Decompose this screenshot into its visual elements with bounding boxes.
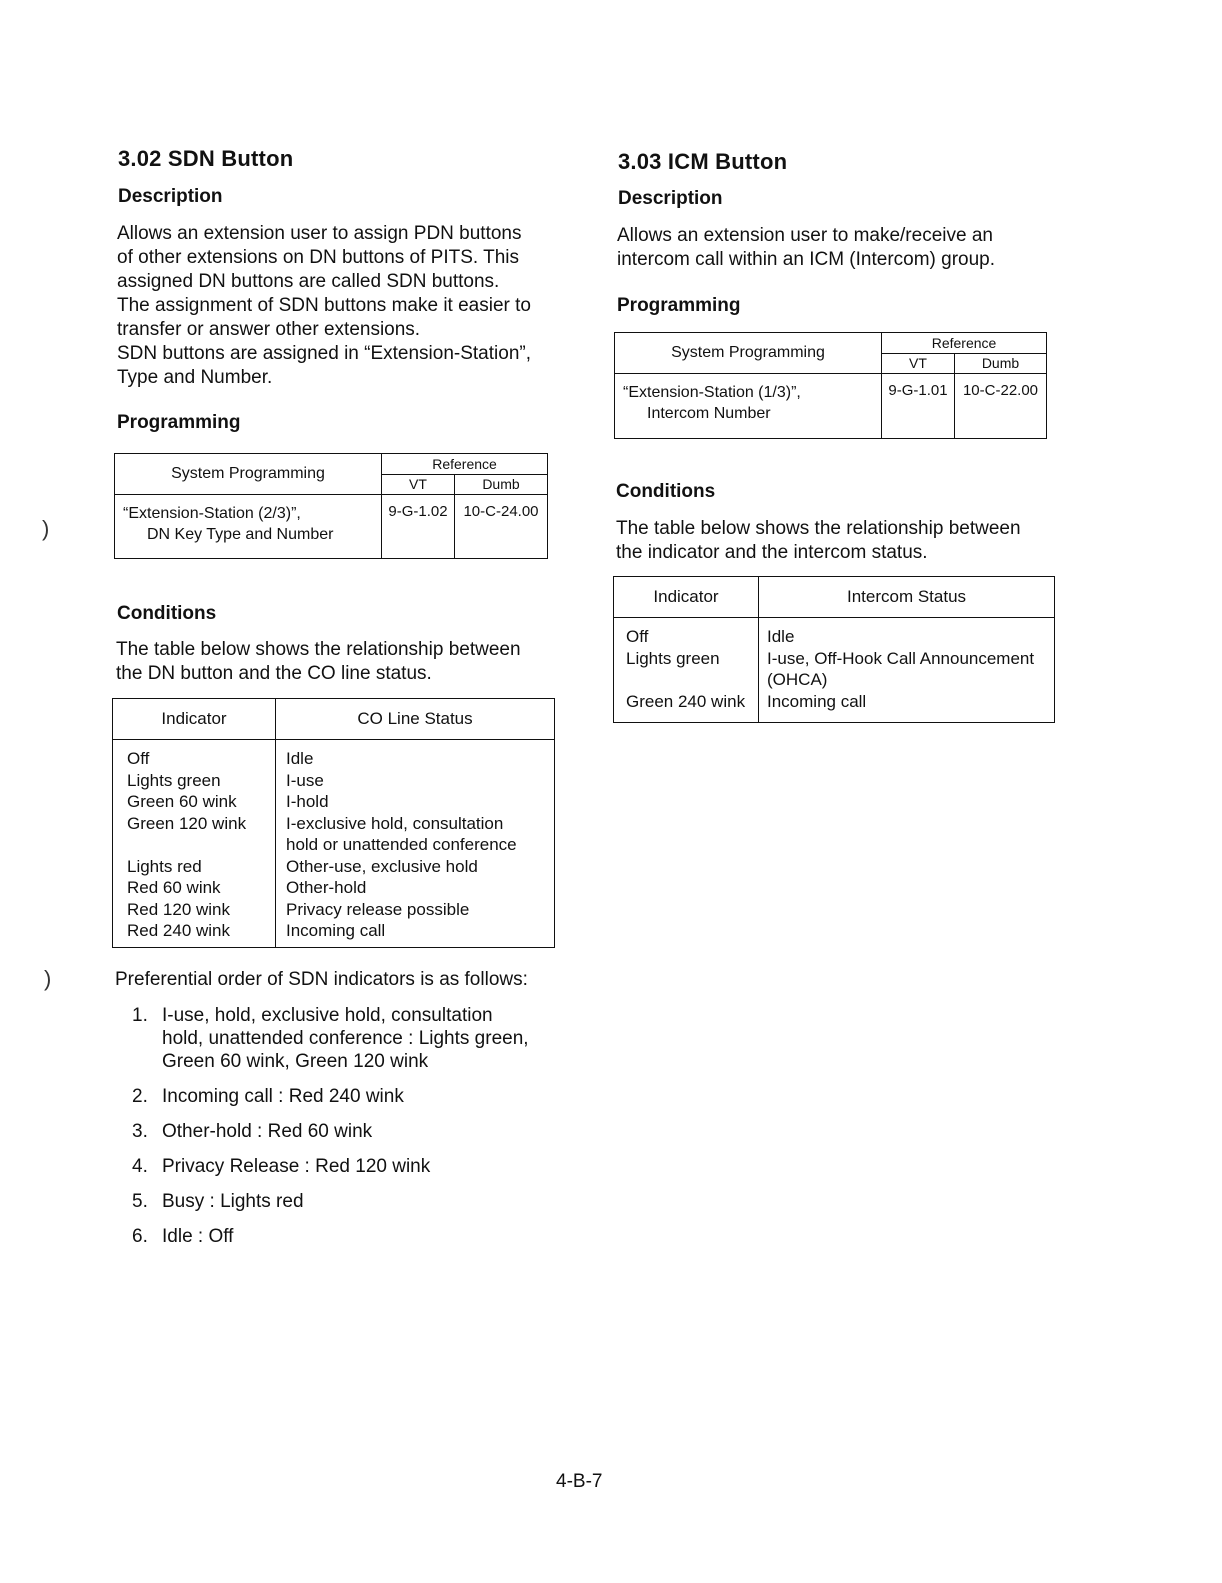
preferential-order-heading: Preferential order of SDN indicators is as follows:: [115, 969, 528, 990]
dumb-header: Dumb: [455, 474, 548, 495]
section-heading-icm: 3.03 ICM Button: [618, 149, 788, 174]
reference-header: Reference: [382, 454, 548, 475]
description-text-sdn: Allows an extension user to assign PDN buttons of other extensions on DN buttons of PITS. This assigned DN buttons are called SDN buttons. The assignment of SDN buttons make it easier to transfer or answer other extensions. SDN buttons are assigned in “Extension-Station”, Type and Number.: [117, 223, 531, 388]
intercom-status-column: Idle I-use, Off-Hook Call Announcement (OHCA) Incoming call: [759, 618, 1055, 723]
order-item: 4. Privacy Release : Red 120 wink: [132, 1156, 431, 1177]
indicator-column: Off Lights green Green 60 wink Green 120 wink Lights red Red 60 wink Red 120 wink Red 240 wink: [113, 740, 276, 948]
order-item: 3. Other-hold : Red 60 wink: [132, 1121, 373, 1142]
system-programming-header: System Programming: [115, 454, 382, 495]
indicator-header: Indicator: [113, 699, 276, 740]
programming-entry: “Extension-Station (2/3)”, DN Key Type and Number: [115, 495, 382, 559]
co-line-status-column: Idle I-use I-hold I-exclusive hold, consultation hold or unattended conference Other-use, exclusive hold Other-hold Privacy release possible Incoming call: [276, 740, 555, 948]
programming-entry: “Extension-Station (1/3)”, Intercom Number: [615, 374, 882, 439]
conditions-table-icm: [613, 576, 1055, 723]
programming-table-sdn: [114, 453, 548, 559]
conditions-text-icm: The table below shows the relationship between the indicator and the intercom status.: [616, 518, 1021, 563]
system-programming-header: System Programming: [615, 333, 882, 374]
page-number: 4-B-7: [556, 1471, 603, 1492]
conditions-heading-icm: Conditions: [616, 481, 716, 502]
conditions-text-sdn: The table below shows the relationship between the DN button and the CO line status.: [116, 639, 521, 684]
vt-reference: 9-G-1.02: [382, 495, 455, 559]
description-heading-sdn: Description: [118, 186, 223, 207]
co-line-status-header: CO Line Status: [276, 699, 555, 740]
vt-reference: 9-G-1.01: [882, 374, 955, 439]
binder-mark-top: ): [42, 516, 50, 541]
description-heading-icm: Description: [618, 188, 723, 209]
order-item: 6. Idle : Off: [132, 1226, 234, 1247]
programming-heading-sdn: Programming: [117, 412, 241, 433]
order-item: 5. Busy : Lights red: [132, 1191, 304, 1212]
intercom-status-header: Intercom Status: [759, 577, 1055, 618]
conditions-heading-sdn: Conditions: [117, 603, 217, 624]
section-heading-sdn: 3.02 SDN Button: [118, 146, 294, 171]
order-item: 2. Incoming call : Red 240 wink: [132, 1086, 404, 1107]
order-item: 1. I-use, hold, exclusive hold, consultation hold, unattended conference : Lights green, Green 60 wink, Green 120 wink: [132, 1005, 529, 1072]
vt-header: VT: [382, 474, 455, 495]
indicator-header: Indicator: [614, 577, 759, 618]
reference-header: Reference: [882, 333, 1047, 354]
description-text-icm: Allows an extension user to make/receive an intercom call within an ICM (Intercom) group.: [617, 225, 996, 270]
conditions-table-sdn: [112, 698, 555, 948]
dumb-reference: 10-C-22.00: [955, 374, 1047, 439]
preferential-order-list: [118, 1004, 578, 1260]
programming-heading-icm: Programming: [617, 295, 741, 316]
indicator-column: Off Lights green Green 240 wink: [614, 618, 759, 723]
programming-table-icm: [614, 332, 1047, 439]
binder-mark-bottom: ): [44, 966, 52, 991]
dumb-reference: 10-C-24.00: [455, 495, 548, 559]
dumb-header: Dumb: [955, 353, 1047, 374]
vt-header: VT: [882, 353, 955, 374]
